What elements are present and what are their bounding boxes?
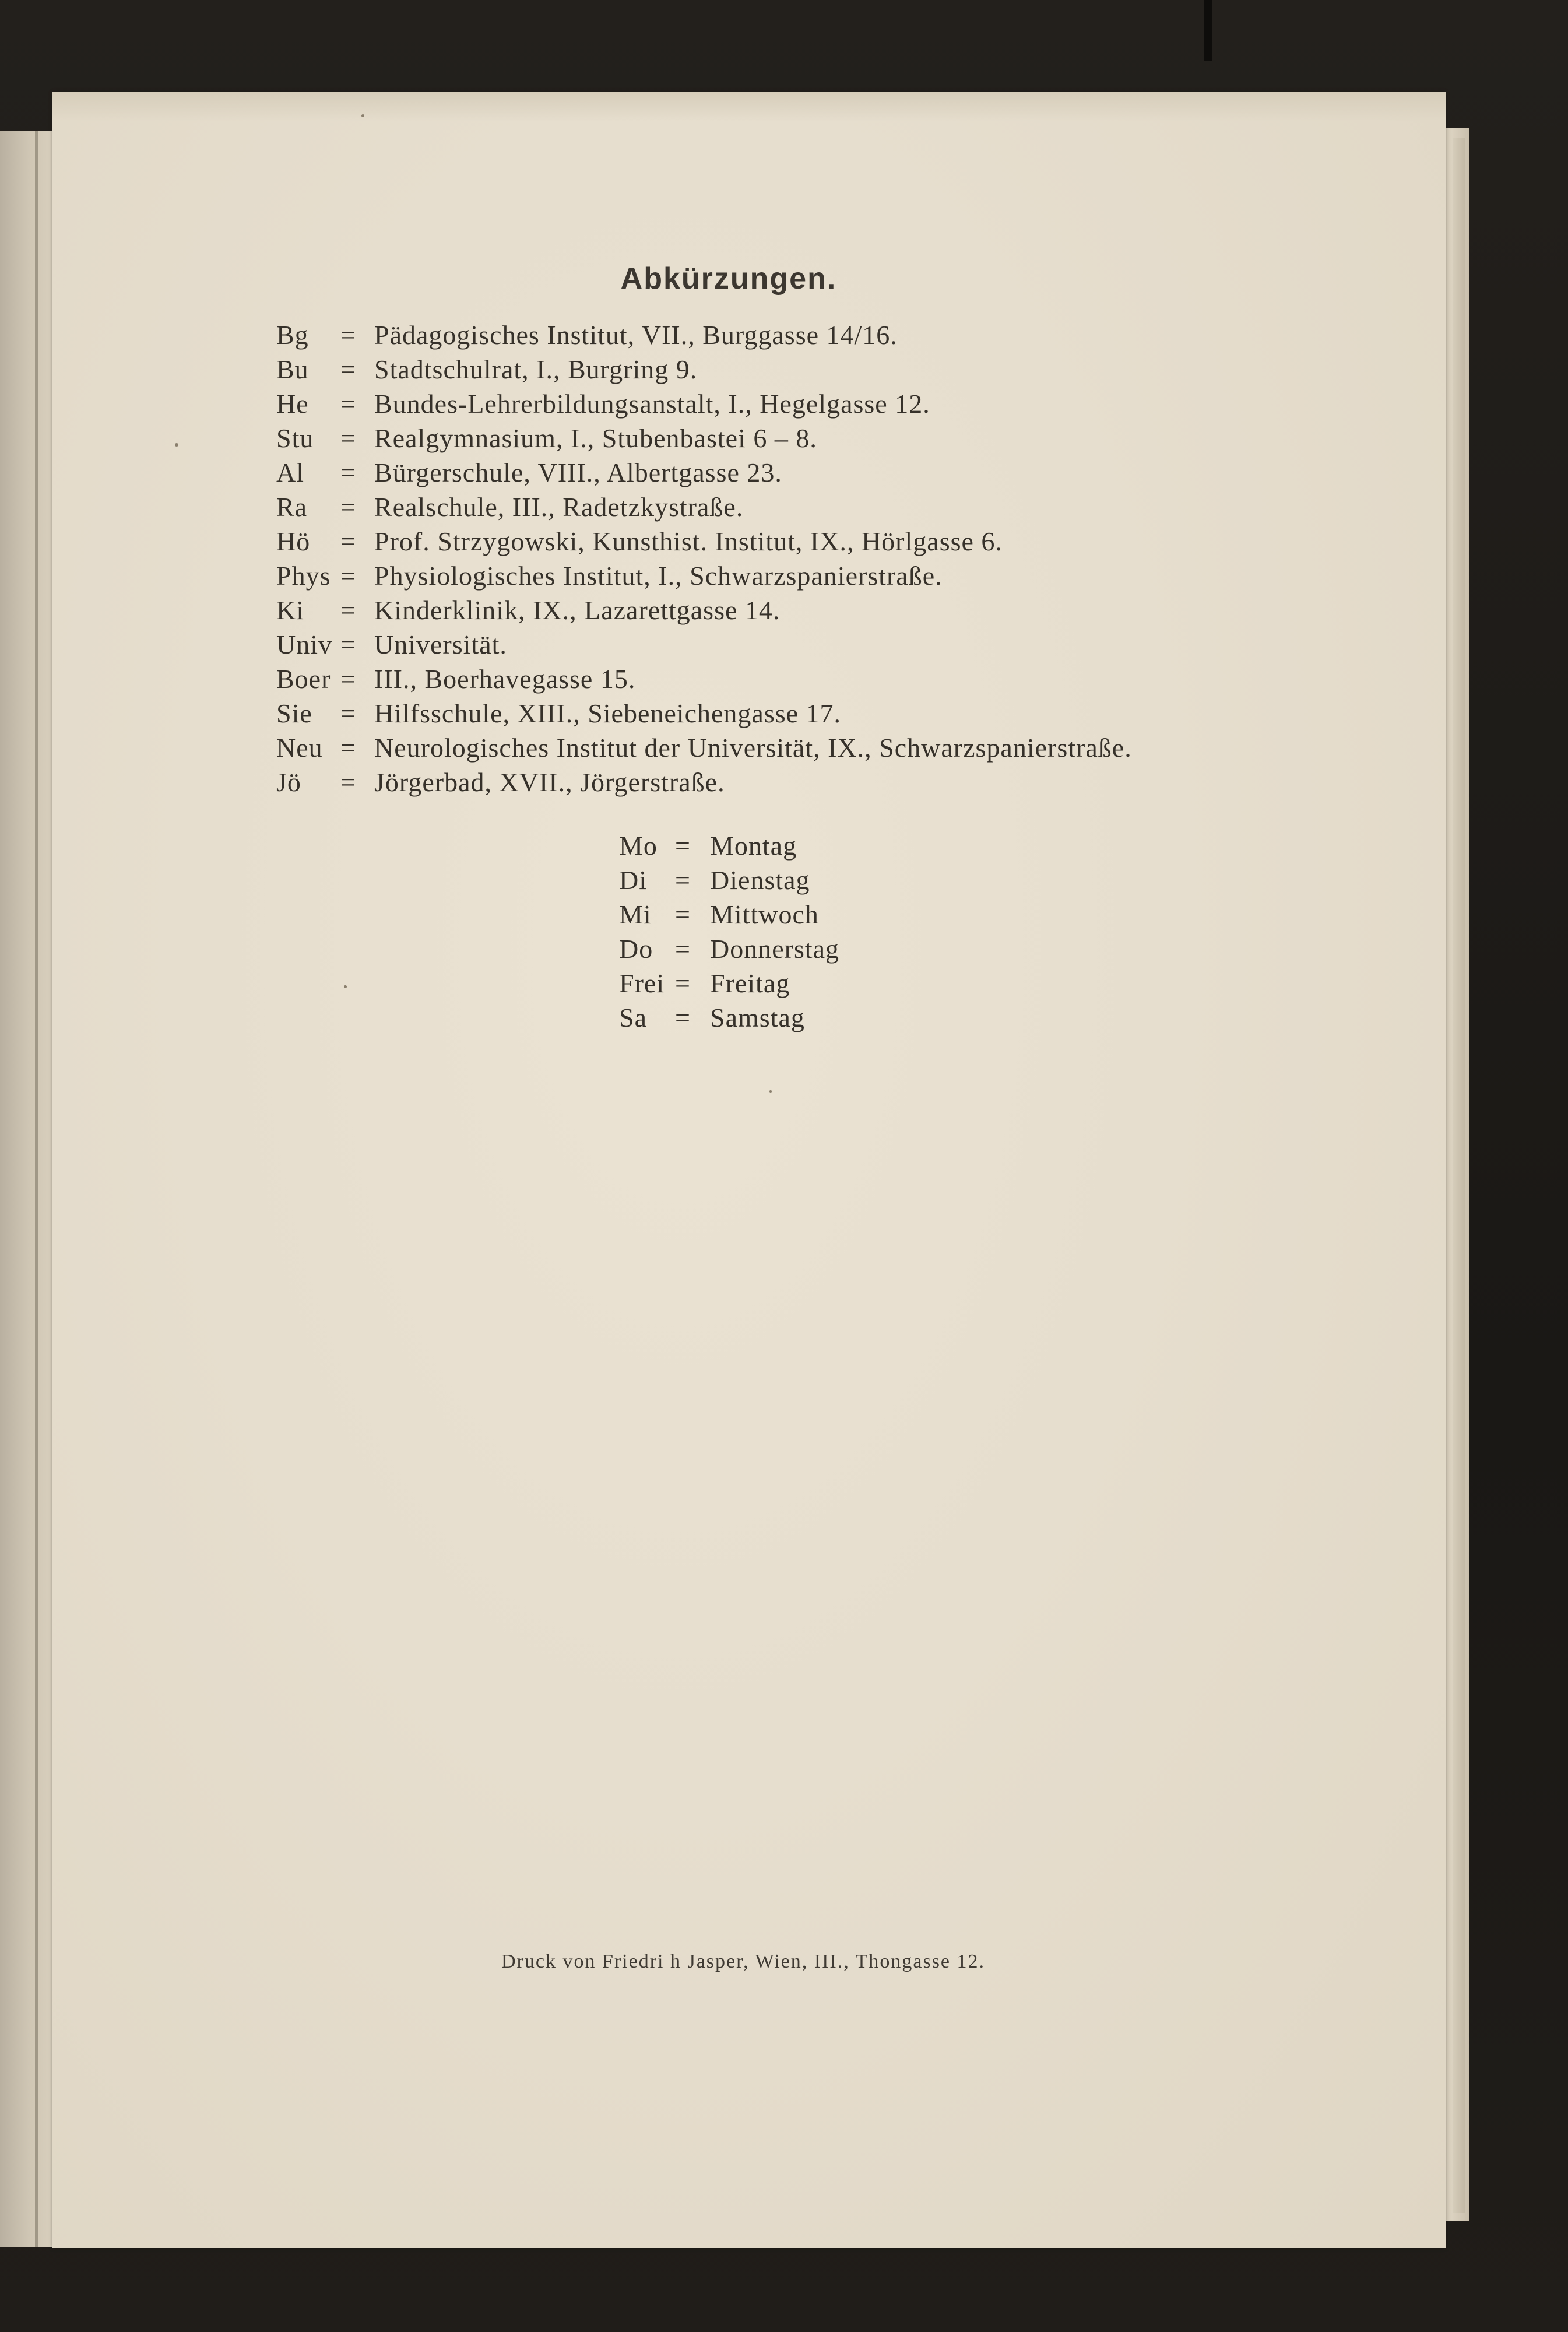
abbreviation-key: Sie: [276, 698, 312, 728]
abbreviation-key: Bg: [276, 320, 309, 350]
equals-sign: =: [340, 320, 356, 350]
weekday-row: [619, 1002, 945, 1037]
abbreviation-key: Phys: [276, 561, 331, 591]
abbreviation-value: Bundes-Lehrerbildungsanstalt, I., Hegelgasse 12.: [374, 389, 930, 419]
weekday-key: Do: [619, 934, 653, 964]
abbreviation-key: Al: [276, 458, 304, 487]
equals-sign: =: [340, 354, 356, 384]
previous-page-edge: [0, 131, 54, 2247]
abbreviation-row: [276, 491, 1267, 526]
abbreviation-key: Bu: [276, 354, 309, 384]
equals-sign: =: [340, 458, 356, 487]
weekday-value: Dienstag: [710, 865, 810, 895]
abbreviation-value: III., Boerhavegasse 15.: [374, 664, 636, 694]
abbreviation-value: Prof. Strzygowski, Kunsthist. Institut, IX., Hörlgasse 6.: [374, 526, 1003, 556]
abbreviation-value: Pädagogisches Institut, VII., Burggasse 14/16.: [374, 320, 898, 350]
stacked-page-edges-inner: [1453, 138, 1465, 2213]
weekday-value: Mittwoch: [710, 900, 819, 929]
weekday-row: [619, 933, 945, 968]
weekday-value: Donnerstag: [710, 934, 840, 964]
paper-speck: [769, 1090, 772, 1093]
weekday-value: Montag: [710, 831, 797, 861]
weekday-row: [619, 899, 945, 933]
abbreviation-row: [276, 595, 1267, 629]
abbreviation-value: Hilfsschule, XIII., Siebeneichengasse 17.: [374, 698, 842, 728]
abbreviation-key: Hö: [276, 526, 311, 556]
equals-sign: =: [340, 595, 356, 625]
abbreviation-value: Kinderklinik, IX., Lazarettgasse 14.: [374, 595, 781, 625]
weekday-key: Di: [619, 865, 647, 895]
page-top-shade: [52, 92, 1446, 121]
abbreviation-row: [276, 560, 1267, 595]
abbreviation-key: He: [276, 389, 309, 419]
abbreviation-value: Jörgerbad, XVII., Jörgerstraße.: [374, 767, 725, 797]
abbreviation-key: Boer: [276, 664, 331, 694]
abbreviation-row: [276, 354, 1267, 388]
weekday-row: [619, 865, 945, 899]
abbreviation-row: [276, 767, 1267, 801]
paper-speck: [175, 443, 178, 447]
abbreviation-value: Neurologisches Institut der Universität, IX., Schwarzspanierstraße.: [374, 733, 1132, 763]
weekday-value: Freitag: [710, 968, 790, 998]
abbreviation-key: Univ: [276, 630, 332, 659]
equals-sign: =: [675, 831, 691, 861]
abbreviation-key: Neu: [276, 733, 323, 763]
equals-sign: =: [340, 423, 356, 453]
equals-sign: =: [675, 968, 691, 998]
equals-sign: =: [675, 934, 691, 964]
weekday-list: [619, 830, 945, 1037]
equals-sign: =: [675, 1003, 691, 1032]
equals-sign: =: [340, 389, 356, 419]
abbreviation-row: [276, 663, 1267, 698]
paper-speck: [344, 985, 347, 988]
weekday-key: Mo: [619, 831, 658, 861]
weekday-row: [619, 830, 945, 865]
abbreviation-row: [276, 629, 1267, 663]
page-title: Abkürzungen.: [620, 262, 837, 296]
abbreviation-key: Ki: [276, 595, 304, 625]
weekday-row: [619, 968, 945, 1002]
weekday-value: Samstag: [710, 1003, 805, 1032]
equals-sign: =: [340, 664, 356, 694]
weekday-key: Frei: [619, 968, 665, 998]
abbreviation-row: [276, 698, 1267, 732]
paper-speck: [361, 114, 364, 117]
equals-sign: =: [340, 492, 356, 522]
abbreviation-value: Universität.: [374, 630, 507, 659]
equals-sign: =: [340, 630, 356, 659]
abbreviation-value: Realschule, III., Radetzkystraße.: [374, 492, 744, 522]
equals-sign: =: [675, 900, 691, 929]
abbreviation-key: Ra: [276, 492, 308, 522]
abbreviation-row: [276, 526, 1267, 560]
abbreviation-key: Jö: [276, 767, 301, 797]
abbreviation-list: [276, 319, 1267, 801]
equals-sign: =: [340, 733, 356, 763]
abbreviation-row: [276, 423, 1267, 457]
page-fold-shadow: [35, 131, 38, 2247]
abbreviation-row: [276, 388, 1267, 423]
abbreviation-value: Realgymnasium, I., Stubenbastei 6 – 8.: [374, 423, 817, 453]
equals-sign: =: [340, 561, 356, 591]
equals-sign: =: [340, 526, 356, 556]
abbreviation-row: [276, 319, 1267, 354]
abbreviation-value: Physiologisches Institut, I., Schwarzspanierstraße.: [374, 561, 943, 591]
equals-sign: =: [675, 865, 691, 895]
abbreviation-key: Stu: [276, 423, 314, 453]
abbreviation-value: Bürgerschule, VIII., Albertgasse 23.: [374, 458, 782, 487]
weekday-key: Sa: [619, 1003, 647, 1032]
abbreviation-row: [276, 457, 1267, 491]
abbreviation-row: [276, 732, 1267, 767]
printer-imprint: Druck von Friedri h Jasper, Wien, III., Thongasse 12.: [501, 1951, 986, 1972]
equals-sign: =: [340, 698, 356, 728]
weekday-key: Mi: [619, 900, 652, 929]
binding-tape: [1204, 0, 1212, 61]
abbreviation-value: Stadtschulrat, I., Burgring 9.: [374, 354, 698, 384]
equals-sign: =: [340, 767, 356, 797]
